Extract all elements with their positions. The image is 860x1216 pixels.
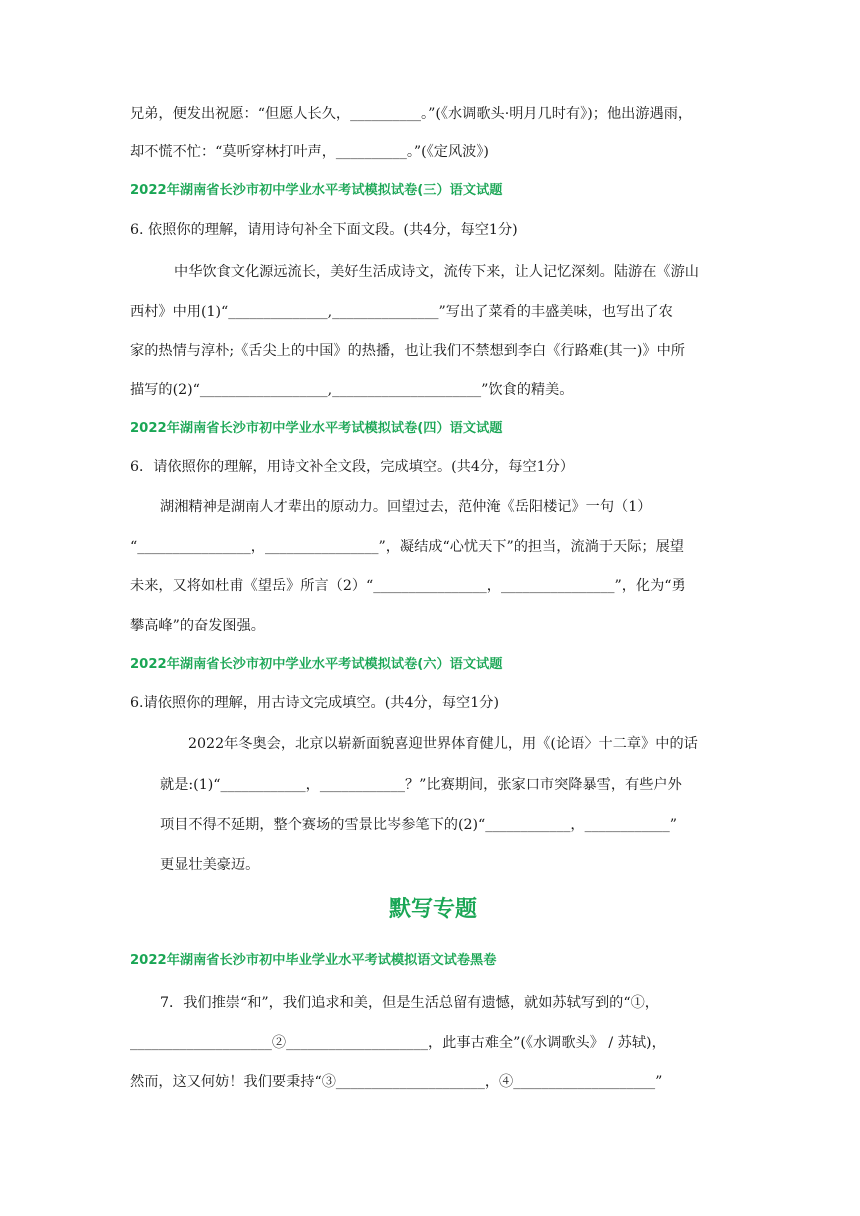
question-text: 6．请依照你的理解，用诗文补全文段，完成填空。(共4分，每空1分） [130, 459, 575, 475]
body-line: 湖湘精神是湖南人才辈出的原动力。回望过去，范仲淹《岳阳楼记》一句（1） [160, 499, 652, 515]
body-line: 却不慌不忙：“莫听穿林打叶声，__________。”(《定风波》) [130, 144, 489, 160]
body-line: 未来，又将如杜甫《望岳》所言（2）“________________，________________”，化为“勇 [130, 578, 686, 594]
section-heading: 2022年湖南省长沙市初中学业水平考试模拟试卷(四）语文试题 [130, 421, 503, 436]
body-line: 兄弟，便发出祝愿：“但愿人长久，__________。”(《水调歌头·明月几时有》)；他出游遇雨， [130, 106, 693, 122]
body-line: 西村》中用(1)“______________,_______________”写出了菜肴的丰盛美味，也写出了农 [130, 304, 673, 320]
body-line: 描写的(2)“__________________,_____________________”饮食的精美。 [130, 382, 574, 398]
question-text: 6. 依照你的理解，请用诗句补全下面文段。(共4分，每空1分) [130, 222, 518, 238]
question-text: 7．我们推崇“和”，我们追求和美，但是生活总留有遗憾，就如苏轼写到的“①， [160, 995, 659, 1011]
body-line: 更显壮美豪迈。 [160, 857, 260, 873]
question-text: 6.请依照你的理解，用古诗文完成填空。(共4分，每空1分) [130, 695, 499, 711]
section-heading: 2022年湖南省长沙市初中学业水平考试模拟试卷(六）语文试题 [130, 657, 503, 672]
section-heading: 2022年湖南省长沙市初中学业水平考试模拟试卷(三）语文试题 [130, 183, 503, 198]
section-heading: 2022年湖南省长沙市初中毕业学业水平考试模拟语文试卷黑卷 [130, 953, 497, 968]
body-line: 家的热情与淳朴;《舌尖上的中国》的热播，也让我们不禁想到李白《行路难(其一)》中所 [130, 343, 685, 359]
body-line: ____________________②____________________，此事古难全”(《水调歌头》 / 苏轼)， [130, 1035, 666, 1051]
body-line: 就是:(1)“____________，____________？”比赛期间，张家口市突降暴雪，有些户外 [160, 777, 682, 793]
body-line: “________________，________________”，凝结成“心忧天下”的担当，流淌于天际；展望 [130, 539, 684, 555]
body-line: 然而，这又何妨！我们要秉持“③_____________________，④____________________” [130, 1074, 663, 1090]
body-line: 攀高峰”的奋发图强。 [130, 618, 265, 634]
body-line: 中华饮食文化源远流长，美好生活成诗文，流传下来，让人记忆深刻。陆游在《游山 [174, 264, 699, 280]
section-title: 默写专题 [388, 897, 477, 922]
body-line: 2022年冬奥会，北京以崭新面貌喜迎世界体育健儿，用《(论语〉十二章》中的话 [188, 736, 698, 752]
body-line: 项目不得不延期，整个赛场的雪景比岑参笔下的(2)“____________，____________” [160, 817, 677, 833]
